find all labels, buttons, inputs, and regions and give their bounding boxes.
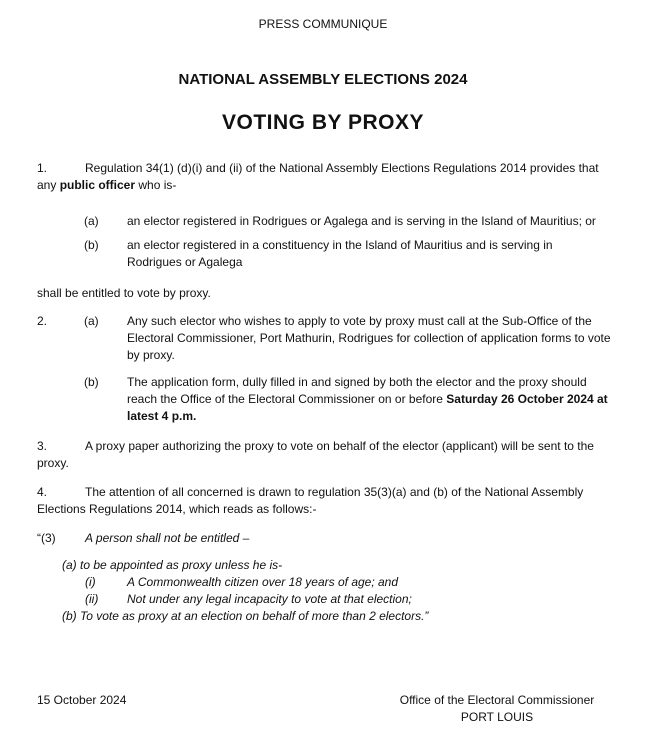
quote-heading: A person shall not be entitled –	[85, 531, 250, 545]
paragraph-3-text-1: A proxy paper authorizing the proxy to vote on behalf of the elector (applicant) will be sent to the	[85, 439, 594, 453]
paragraph-1-b-label: (b)	[84, 238, 99, 252]
paragraph-4-number: 4.	[37, 485, 48, 499]
paragraph-2-a-label: (a)	[84, 314, 99, 328]
paragraph-2-b-text-2	[127, 391, 608, 407]
release-date: 15 October 2024	[37, 693, 127, 707]
paragraph-1-line2-post: who is-	[135, 178, 177, 192]
paragraph-1-number: 1.	[37, 161, 48, 175]
quote-item-b: (b) To vote as proxy at an election on behalf of more than 2 electors.”	[62, 609, 429, 623]
paragraph-3-number: 3.	[37, 439, 48, 453]
paragraph-1-b-text-2: Rodrigues or Agalega	[127, 255, 243, 269]
paragraph-1-line2	[37, 177, 176, 194]
press-communique-label: PRESS COMMUNIQUE	[258, 17, 388, 31]
paragraph-1-intro: Regulation 34(1) (d)(i) and (ii) of the National Assembly Elections Regulations 2014 provides that	[85, 161, 599, 175]
quote-item-i-label: (i)	[85, 575, 96, 589]
quote-item-ii-label: (ii)	[85, 592, 99, 606]
paragraph-1-closing: shall be entitled to vote by proxy.	[37, 286, 211, 300]
paragraph-3-text-2: proxy.	[37, 456, 69, 470]
paragraph-1-a-text: an elector registered in Rodrigues or Agalega and is serving in the Island of Mauritius; or	[127, 214, 596, 228]
deadline-date: Saturday 26 October 2024 at	[446, 392, 608, 406]
paragraph-2-number: 2.	[37, 314, 48, 328]
paragraph-1-line2-pre: any	[37, 178, 60, 192]
paragraph-2-b-label: (b)	[84, 375, 99, 389]
document-subtitle: VOTING BY PROXY	[222, 111, 424, 134]
quote-item-i-text: A Commonwealth citizen over 18 years of age; and	[127, 575, 399, 589]
paragraph-2-b-text-2-pre: reach the Office of the Electoral Commissioner on or before	[127, 392, 447, 406]
paragraph-1-b-text-1: an elector registered in a constituency in the Island of Mauritius and is serving in	[127, 238, 553, 252]
public-officer-term: public officer	[59, 178, 136, 192]
paragraph-4-text-1: The attention of all concerned is drawn to regulation 35(3)(a) and (b) of the National Assembly	[85, 485, 584, 499]
issuing-city: PORT LOUIS	[460, 710, 534, 724]
quote-open-marker: “(3)	[37, 531, 56, 545]
paragraph-2-a-text-2: Electoral Commissioner, Port Mathurin, Rodrigues for collection of application forms to vote	[127, 331, 611, 345]
paragraph-4-text-2: Elections Regulations 2014, which reads as follows:-	[37, 502, 317, 516]
document-title: NATIONAL ASSEMBLY ELECTIONS 2024	[178, 71, 468, 88]
paragraph-2-a-text-1: Any such elector who wishes to apply to vote by proxy must call at the Sub-Office of the	[127, 314, 592, 328]
deadline-time: latest 4 p.m.	[127, 409, 197, 423]
quote-item-ii-text: Not under any legal incapacity to vote at that election;	[127, 592, 412, 606]
issuing-office: Office of the Electoral Commissioner	[399, 693, 595, 707]
paragraph-1-a-label: (a)	[84, 214, 99, 228]
paragraph-2-b-text-1: The application form, dully filled in and signed by both the elector and the proxy should	[127, 375, 587, 389]
quote-item-a: (a) to be appointed as proxy unless he is-	[62, 558, 283, 572]
paragraph-2-a-text-3: by proxy.	[127, 348, 175, 362]
